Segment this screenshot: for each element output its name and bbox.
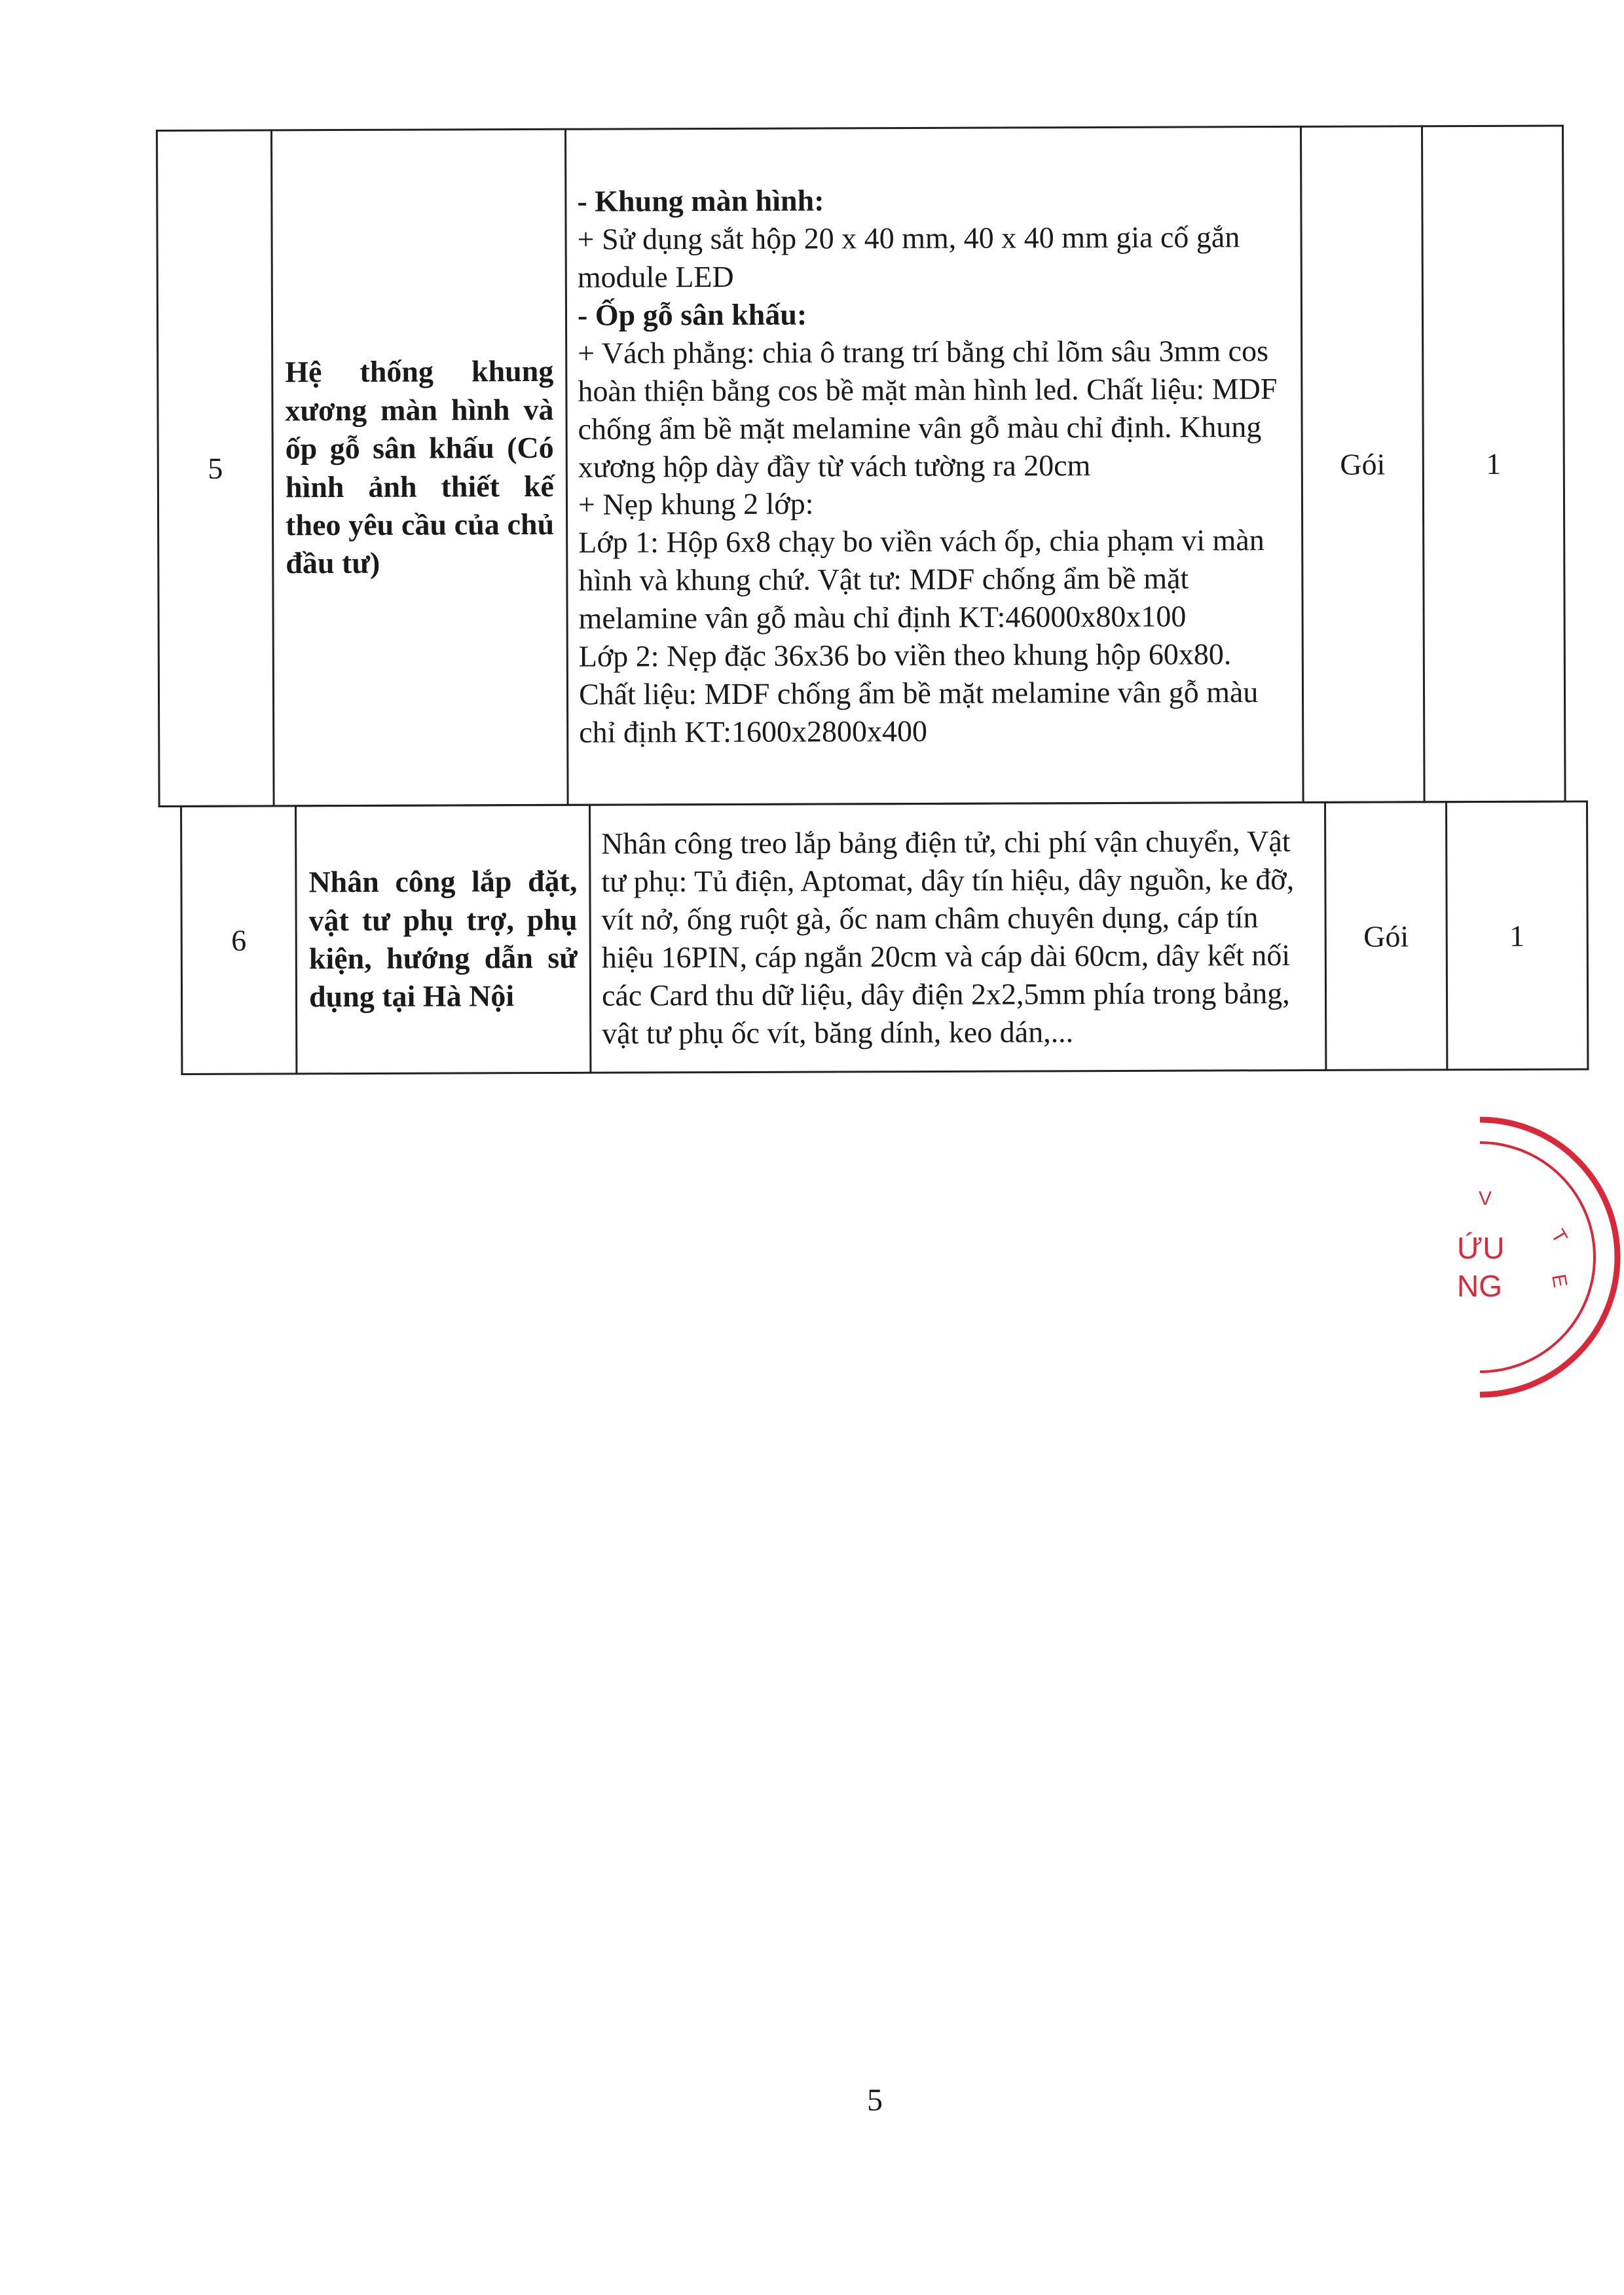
unit: Gói: [1301, 126, 1424, 803]
stamp-letter: E: [1547, 1272, 1572, 1289]
desc-heading: - Khung màn hình:: [577, 183, 824, 218]
item-description: [590, 802, 1326, 1073]
row-number: 5: [157, 130, 274, 807]
stamp-letter: T: [1546, 1226, 1572, 1247]
row-number: 6: [181, 806, 297, 1074]
desc-line: Nhân công treo lắp bảng điện tử, chi phí vận chuyển, Vật tư phụ: Tủ điện, Aptomat, dây tín hiệu, dây nguồn, ke đỡ, vít nở, ống ruột gà, ốc nam châm chuyên dụng, cáp tín hiệu 16PIN, cáp ngắn 20cm và cáp dài 60cm, dây kết nối các Card thu dữ liệu, dây điện 2x2,5mm phía trong bảng, vật tư phụ ốc vít, băng dính, keo dán,...: [601, 824, 1295, 1050]
desc-line: Lớp 2: Nẹp đặc 36x36 bo viền theo khung hộp 60x80. Chất liệu: MDF chống ẩm bề mặt melamine vân gỗ màu chỉ định KT:1600x2800x400: [578, 637, 1259, 749]
item-description: [566, 126, 1304, 805]
red-seal-stamp: [1454, 1107, 1624, 1408]
desc-line: + Vách phẳng: chia ô trang trí bằng chỉ lõm sâu 3mm cos hoàn thiện bằng cos bề mặt màn hình led. Chất liệu: MDF chống ẩm bề mặt melamine vân gỗ màu chỉ định. Khung xương hộp dày đầy từ vách tường ra 20cm: [578, 333, 1278, 484]
stamp-letter: ỨU: [1457, 1231, 1505, 1265]
desc-heading: - Ốp gỗ sân khấu:: [577, 297, 807, 332]
stamp-letter: NG: [1457, 1269, 1502, 1303]
desc-line: + Sử dụng sắt hộp 20 x 40 mm, 40 x 40 mm gia cố gắn module LED: [577, 220, 1240, 294]
unit: Gói: [1325, 802, 1447, 1071]
item-name: Hệ thống khung xương màn hình và ốp gỗ sân khấu (Có hình ảnh thiết kế theo yêu cầu của chủ đầu tư): [272, 129, 568, 806]
table-row: [181, 801, 1588, 1074]
items-table-row-6: [180, 800, 1589, 1075]
items-table-row-5: [156, 124, 1566, 807]
desc-line: + Nẹp khung 2 lớp:: [578, 487, 814, 522]
item-name: Nhân công lắp đặt, vật tư phụ trợ, phụ kiện, hướng dẫn sử dụng tại Hà Nội: [296, 805, 591, 1074]
page-number: 5: [867, 2083, 883, 2118]
table-row: [157, 126, 1566, 806]
quantity: 1: [1446, 801, 1587, 1070]
desc-line: Lớp 1: Hộp 6x8 chạy bo viền vách ốp, chia phạm vi màn hình và khung chứ. Vật tư: MDF chống ẩm bề mặt melamine vân gỗ màu chỉ định KT:46000x80x100: [578, 523, 1264, 636]
stamp-letter: V: [1479, 1188, 1492, 1209]
quantity: 1: [1422, 126, 1565, 802]
